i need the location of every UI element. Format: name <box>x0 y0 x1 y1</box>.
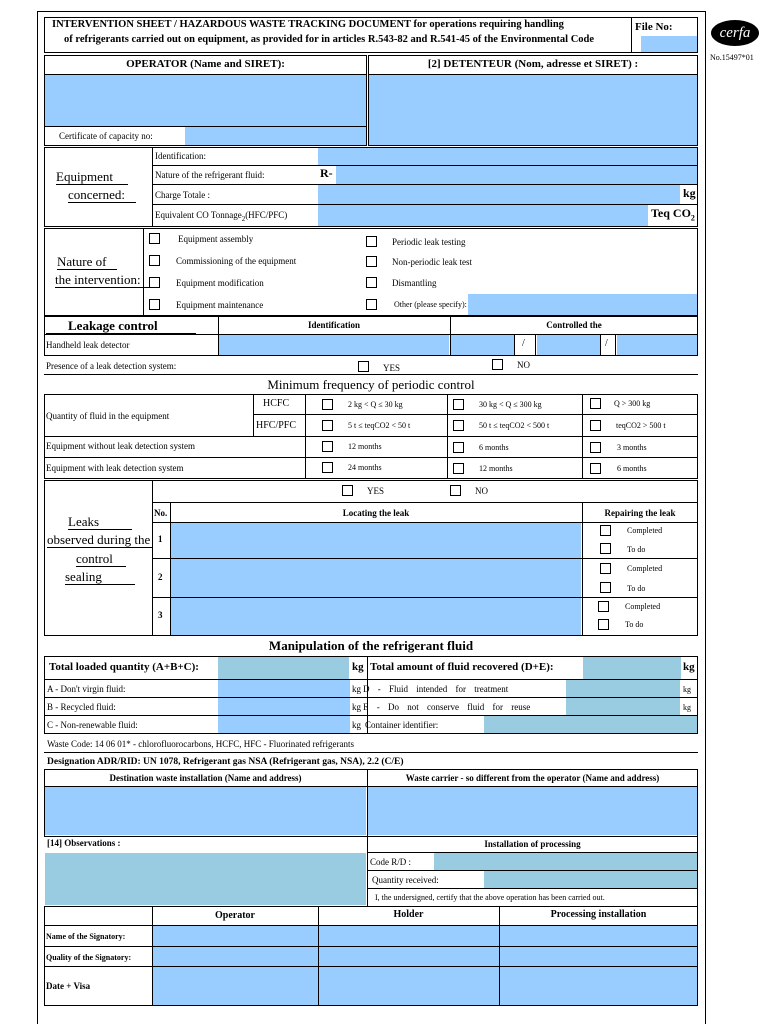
sig-date-label: Date + Visa <box>46 981 91 991</box>
checkbox-with-3[interactable] <box>590 463 601 474</box>
checkbox-hcfc-range-3[interactable] <box>590 398 601 409</box>
frequency-quantity-label: Quantity of fluid in the equipment <box>46 411 170 421</box>
container-field[interactable] <box>484 716 697 733</box>
tonnage-label: Equivalent CO Tonnage$_2$(HFC/PFC) <box>155 210 288 223</box>
equipment-title-2: concerned: <box>68 187 126 202</box>
sig-operator-date-field[interactable] <box>153 967 318 1005</box>
fluid-prefix: R- <box>320 166 333 180</box>
fluid-e-unit: kg <box>683 703 691 712</box>
carrier-label: Waste carrier - so different from the operator (Name and address) <box>405 773 660 783</box>
checkbox-without-2[interactable] <box>453 442 464 453</box>
leak-row-2-number: 2 <box>158 572 163 582</box>
operator-field[interactable] <box>45 75 366 126</box>
sig-processing-date-field[interactable] <box>500 967 697 1005</box>
leak-3-location-field[interactable] <box>171 598 581 635</box>
fluid-e-label: E - Do not conserve fluid for reuse <box>363 702 531 712</box>
leaks-title-1: Leaks <box>68 514 100 529</box>
without-value-3: 3 months <box>617 443 647 452</box>
control-date-year[interactable] <box>617 335 697 355</box>
observations-field[interactable] <box>45 853 366 905</box>
leakage-title: Leakage control <box>68 318 158 333</box>
checkbox-leak-1-completed[interactable] <box>600 525 611 536</box>
leak-row-3-number: 3 <box>158 610 163 620</box>
total-loaded-field[interactable] <box>218 657 349 679</box>
option-equipment-assembly: Equipment assembly <box>178 234 254 244</box>
charge-label: Charge Totale : <box>155 190 211 200</box>
tonnage-field[interactable] <box>318 205 648 226</box>
observations-label: [14] Observations : <box>47 838 121 848</box>
fluid-title: Manipulation of the refrigerant fluid <box>268 638 474 653</box>
file-no-field[interactable] <box>641 36 697 52</box>
intervention-title-2: the intervention: <box>55 272 141 287</box>
sig-processing-name-field[interactable] <box>500 926 697 946</box>
hcfc-range-1: 2 kg < Q ≤ 30 kg <box>348 400 403 409</box>
sig-holder-name-field[interactable] <box>319 926 499 946</box>
cerfa-logo <box>711 20 759 46</box>
checkbox-leak-3-completed[interactable] <box>598 601 609 612</box>
checkbox-without-3[interactable] <box>590 442 601 453</box>
checkbox-hfc-range-2[interactable] <box>453 420 464 431</box>
holder-field[interactable] <box>369 75 697 145</box>
checkbox-equipment-assembly[interactable] <box>149 233 160 244</box>
sig-operator-header: Operator <box>215 910 255 921</box>
processing-certify: I, the undersigned, certify that the above operation has been carried out. <box>375 893 605 902</box>
sig-holder-date-field[interactable] <box>319 967 499 1005</box>
checkbox-hfc-range-3[interactable] <box>590 420 601 431</box>
fluid-a-field[interactable] <box>218 680 350 697</box>
charge-unit: kg <box>683 186 696 200</box>
certificate-field[interactable] <box>185 127 366 145</box>
leaks-title-2: observed during the <box>47 532 151 547</box>
certificate-label: Certificate of capacity no: <box>59 131 153 141</box>
leak-3-completed-label: Completed <box>625 602 661 611</box>
fluid-c-unit: kg <box>352 720 361 730</box>
leaks-yes-label: YES <box>367 486 385 496</box>
total-recovered-label: Total amount of fluid recovered (D+E): <box>370 661 554 673</box>
checkbox-leak-2-completed[interactable] <box>600 563 611 574</box>
tonnage-unit: Teq $CO_2$ <box>651 206 695 223</box>
fluid-nature-label: Nature of the refrigerant fluid: <box>155 170 265 180</box>
container-label: Container identifier: <box>365 720 439 730</box>
leaks-locating-header: Locating the leak <box>342 508 410 518</box>
checkbox-presence-no[interactable] <box>492 359 503 370</box>
fluid-nature-field[interactable] <box>336 166 697 184</box>
destination-field[interactable] <box>45 787 366 835</box>
fluid-b-unit: kg <box>352 702 361 712</box>
checkbox-periodic-leak-testing[interactable] <box>366 236 377 247</box>
sig-holder-header: Holder <box>393 909 424 920</box>
checkbox-without-1[interactable] <box>322 441 333 452</box>
hcfc-range-3: Q > 300 kg <box>614 399 651 408</box>
operator-label: OPERATOR (Name and SIRET): <box>126 58 285 70</box>
presence-yes-label: YES <box>383 363 401 373</box>
option-other: Other (please specify): <box>394 300 467 309</box>
leaks-no-col: No. <box>154 508 168 518</box>
checkbox-with-2[interactable] <box>453 463 464 474</box>
frequency-with-label: Equipment with leak detection system <box>46 463 184 473</box>
leaks-title-4: sealing <box>65 569 102 584</box>
title-line-1: INTERVENTION SHEET / HAZARDOUS WASTE TRACKING DOCUMENT for operations requiring handling <box>52 19 564 30</box>
hfc-range-3: teqCO2 > 500 t <box>616 421 666 430</box>
fluid-d-label: D - Fluid intended for treatment <box>363 684 509 694</box>
handheld-label: Handheld leak detector <box>46 340 130 350</box>
frequency-hcfc-label: HCFC <box>263 398 290 409</box>
without-value-2: 6 months <box>479 443 509 452</box>
checkbox-leak-2-todo[interactable] <box>600 582 611 593</box>
option-periodic-leak-testing: Periodic leak testing <box>392 237 466 247</box>
fluid-c-field[interactable] <box>218 716 350 733</box>
option-equipment-maintenance: Equipment maintenance <box>176 300 264 310</box>
control-date-month[interactable] <box>537 335 600 355</box>
leak-1-location-field[interactable] <box>171 523 581 558</box>
checkbox-equipment-maintenance[interactable] <box>149 299 160 310</box>
leak-row-1-number: 1 <box>158 534 163 544</box>
date-slash-1: / <box>522 338 525 349</box>
sig-holder-quality-field[interactable] <box>319 947 499 966</box>
charge-field[interactable] <box>318 185 680 204</box>
fluid-c-label: C - Non-renewable fluid: <box>47 720 138 730</box>
checkbox-hcfc-range-2[interactable] <box>453 399 464 410</box>
checkbox-hfc-range-1[interactable] <box>322 420 333 431</box>
presence-label: Presence of a leak detection system: <box>46 361 177 371</box>
identification-field[interactable] <box>318 148 697 165</box>
sig-processing-header: Processing installation <box>550 909 647 920</box>
fluid-d-field[interactable] <box>566 680 680 697</box>
option-commissioning: Commissioning of the equipment <box>176 256 297 266</box>
hcfc-range-2: 30 kg < Q ≤ 300 kg <box>479 400 542 409</box>
leak-1-completed-label: Completed <box>627 526 663 535</box>
with-value-3: 6 months <box>617 464 647 473</box>
destination-label: Destination waste installation (Name and address) <box>109 773 302 783</box>
sig-processing-quality-field[interactable] <box>500 947 697 966</box>
leak-2-completed-label: Completed <box>627 564 663 573</box>
total-recovered-unit: kg <box>683 661 695 673</box>
hfc-range-1: 5 t ≤ teqCO2 < 50 t <box>348 421 411 430</box>
leaks-repairing-header: Repairing the leak <box>604 508 676 518</box>
option-non-periodic-leak-test: Non-periodic leak test <box>392 257 472 267</box>
file-no-label: File No: <box>635 21 673 33</box>
processing-code-label: Code R/D : <box>370 857 412 867</box>
checkbox-leak-1-todo[interactable] <box>600 543 611 554</box>
sig-operator-quality-field[interactable] <box>153 947 318 966</box>
sig-operator-name-field[interactable] <box>153 926 318 946</box>
date-slash-2: / <box>605 338 608 349</box>
fluid-a-unit: kg <box>352 684 361 694</box>
checkbox-dismantling[interactable] <box>366 277 377 288</box>
identification-label: Identification: <box>155 151 206 161</box>
leakage-identification-header: Identification <box>307 320 360 330</box>
checkbox-non-periodic-leak-test[interactable] <box>366 256 377 267</box>
checkbox-equipment-modification[interactable] <box>149 277 160 288</box>
adr-designation: Designation ADR/RID: UN 1078, Refrigerant gas NSA (Refrigerant gas, NSA), 2.2 (C/E) <box>47 757 404 767</box>
checkbox-leaks-yes[interactable] <box>342 485 353 496</box>
processing-title: Installation of processing <box>484 839 581 849</box>
checkbox-hcfc-range-1[interactable] <box>322 399 333 410</box>
option-equipment-modification: Equipment modification <box>176 278 264 288</box>
checkbox-other[interactable] <box>366 299 377 310</box>
total-loaded-unit: kg <box>352 661 364 673</box>
presence-no-label: NO <box>517 360 530 370</box>
sig-name-label: Name of the Signatory: <box>46 932 126 941</box>
holder-label: [2] DETENTEUR (Nom, adresse et SIRET) : <box>427 58 639 70</box>
leaks-no-label: NO <box>475 486 488 496</box>
with-value-2: 12 months <box>479 464 513 473</box>
fluid-e-field[interactable] <box>566 698 680 715</box>
carrier-field[interactable] <box>368 787 697 835</box>
fluid-a-label: A - Don't virgin fluid: <box>47 684 126 694</box>
leakage-controlled-header: Controlled the <box>546 320 602 330</box>
intervention-title-1: Nature of <box>57 254 107 269</box>
checkbox-leak-3-todo[interactable] <box>598 619 609 630</box>
leak-3-todo-label: To do <box>625 620 644 629</box>
fluid-d-unit: kg <box>683 685 691 694</box>
handheld-identification-field[interactable] <box>219 335 449 355</box>
hfc-range-2: 50 t ≤ teqCO2 < 500 t <box>479 421 550 430</box>
processing-code-field[interactable] <box>434 853 697 870</box>
processing-quantity-field[interactable] <box>484 871 697 888</box>
cerfa-number: No.15497*01 <box>710 53 754 62</box>
checkbox-presence-yes[interactable] <box>358 361 369 372</box>
checkbox-leaks-no[interactable] <box>450 485 461 496</box>
leak-2-todo-label: To do <box>627 584 646 593</box>
sig-quality-label: Quality of the Signatory: <box>46 953 132 962</box>
cerfa-logo-text: cerfa <box>719 25 751 41</box>
other-specify-field[interactable] <box>468 294 697 315</box>
title-line-2: of refrigerants carried out on equipment, as provided for in articles R.543-82 and R.541-45 of the Environmental Code <box>64 34 595 45</box>
processing-quantity-label: Quantity received: <box>372 875 439 885</box>
leak-2-location-field[interactable] <box>171 559 581 597</box>
option-dismantling: Dismantling <box>392 278 437 288</box>
frequency-without-label: Equipment without leak detection system <box>46 441 195 451</box>
without-value-1: 12 months <box>348 442 382 451</box>
total-recovered-field[interactable] <box>583 657 681 679</box>
frequency-hfc-label: HFC/PFC <box>256 420 297 431</box>
checkbox-with-1[interactable] <box>322 462 333 473</box>
fluid-b-label: B - Recycled fluid: <box>47 702 116 712</box>
leak-1-todo-label: To do <box>627 545 646 554</box>
equipment-title-1: Equipment <box>56 169 114 184</box>
fluid-b-field[interactable] <box>218 698 350 715</box>
total-loaded-label: Total loaded quantity (A+B+C): <box>49 661 199 673</box>
checkbox-commissioning[interactable] <box>149 255 160 266</box>
control-date-day[interactable] <box>451 335 514 355</box>
frequency-title: Minimum frequency of periodic control <box>267 377 475 392</box>
waste-code: Waste Code: 14 06 01* - chlorofluorocarbons, HCFC, HFC - Fluorinated refrigerants <box>47 739 354 749</box>
with-value-1: 24 months <box>348 463 382 472</box>
leaks-title-3: control <box>76 551 113 566</box>
